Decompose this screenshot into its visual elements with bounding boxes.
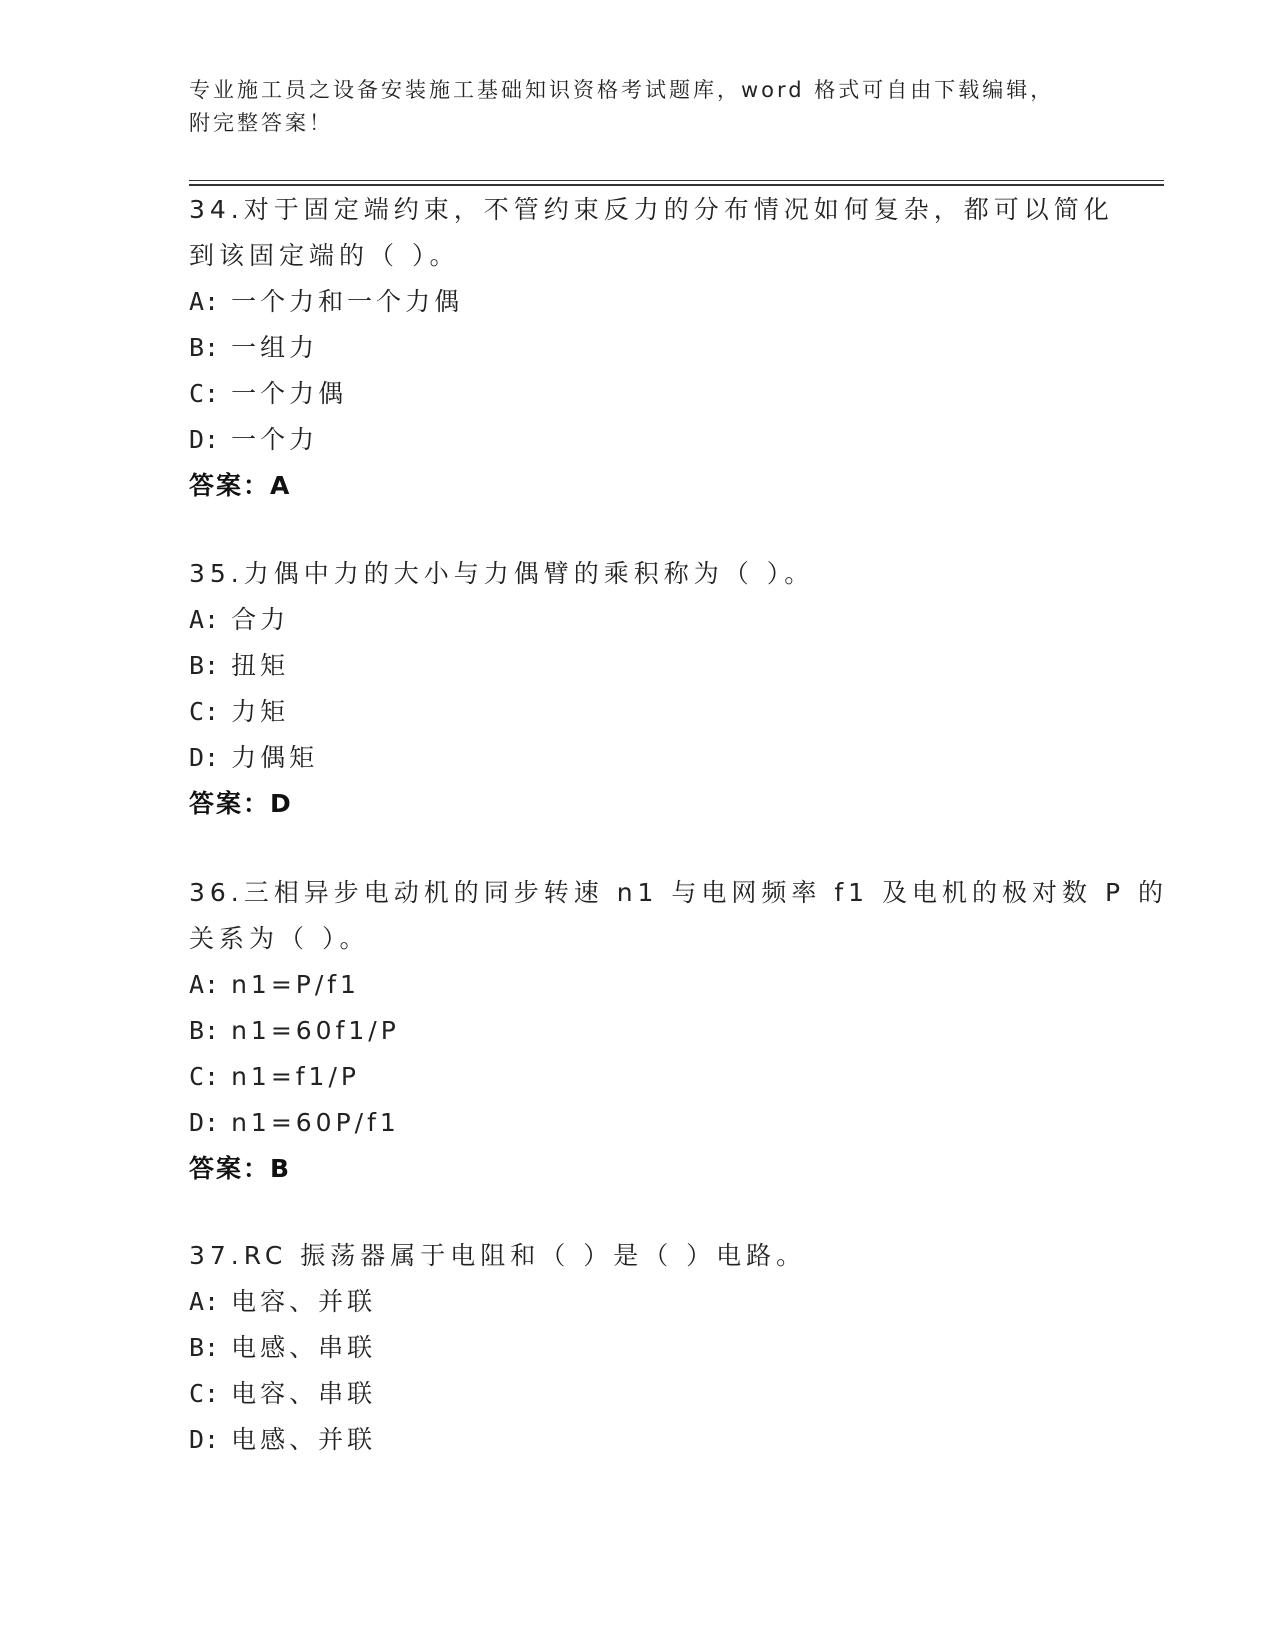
document-header [189, 74, 1089, 140]
option-letter: A: [189, 1287, 220, 1316]
question-text: 35.力偶中力的大小与力偶臂的乘积称为（ ）。 [189, 559, 815, 588]
option-letter: A: [189, 970, 220, 999]
question-35 [189, 551, 1089, 827]
option-letter: D: [189, 1108, 220, 1137]
question-36 [189, 870, 1168, 1192]
option-letter: C: [189, 1062, 220, 1091]
option-d [189, 1417, 1089, 1463]
option-text: 电感、并联 [231, 1425, 377, 1454]
option-text: 一个力偶 [231, 379, 348, 408]
option-text: 合力 [231, 605, 290, 634]
option-c [189, 371, 1089, 417]
option-letter: B: [189, 651, 220, 680]
question-34 [189, 187, 1114, 509]
option-text: 电容、串联 [231, 1379, 377, 1408]
option-text: 一个力 [231, 425, 319, 454]
option-d [189, 417, 1089, 463]
option-a [189, 1279, 1089, 1325]
option-letter: B: [189, 1333, 220, 1362]
option-a [189, 962, 1089, 1008]
header-divider-bottom [189, 184, 1164, 186]
option-c [189, 689, 1089, 735]
option-b [189, 1325, 1089, 1371]
option-letter: B: [189, 333, 220, 362]
option-text: n1=60P/f1 [231, 1108, 400, 1137]
option-a [189, 597, 1089, 643]
option-a [189, 279, 1089, 325]
question-text-continued: 到该固定端的（ ）。 [189, 241, 460, 270]
option-letter: A: [189, 605, 220, 634]
option-letter: B: [189, 1016, 220, 1045]
header-line-1: 专业施工员之设备安装施工基础知识资格考试题库，word 格式可自由下载编辑， [189, 78, 1055, 102]
question-text-continued: 关系为（ ）。 [189, 924, 370, 953]
option-text: 扭矩 [231, 651, 290, 680]
option-letter: C: [189, 697, 220, 726]
option-letter: C: [189, 379, 220, 408]
option-c [189, 1371, 1089, 1417]
question-37 [189, 1233, 1089, 1463]
option-b [189, 1008, 1089, 1054]
option-letter: D: [189, 425, 220, 454]
header-line-2: 附完整答案！ [189, 111, 333, 135]
option-text: n1=60f1/P [231, 1016, 400, 1045]
option-letter: D: [189, 1425, 220, 1454]
question-text: 36.三相异步电动机的同步转速 n1 与电网频率 f1 及电机的极对数 P 的 [189, 878, 1168, 907]
option-letter: A: [189, 287, 220, 316]
option-b [189, 643, 1089, 689]
option-text: 力偶矩 [231, 743, 319, 772]
answer: 答案：A [189, 471, 292, 500]
option-d [189, 1100, 1089, 1146]
option-text: 电容、并联 [231, 1287, 377, 1316]
option-letter: D: [189, 743, 220, 772]
option-text: 一个力和一个力偶 [231, 287, 464, 316]
option-text: n1=P/f1 [231, 970, 360, 999]
option-text: 力矩 [231, 697, 290, 726]
option-b [189, 325, 1089, 371]
question-text: 34.对于固定端约束，不管约束反力的分布情况如何复杂，都可以简化 [189, 195, 1114, 224]
option-text: n1=f1/P [231, 1062, 360, 1091]
answer: 答案：B [189, 1154, 292, 1183]
option-text: 电感、串联 [231, 1333, 377, 1362]
option-letter: C: [189, 1379, 220, 1408]
header-divider-top [189, 180, 1164, 181]
option-d [189, 735, 1089, 781]
question-text: 37.RC 振荡器属于电阻和（ ）是（ ）电路。 [189, 1241, 807, 1270]
option-text: 一组力 [231, 333, 319, 362]
option-c [189, 1054, 1089, 1100]
answer: 答案：D [189, 789, 293, 818]
